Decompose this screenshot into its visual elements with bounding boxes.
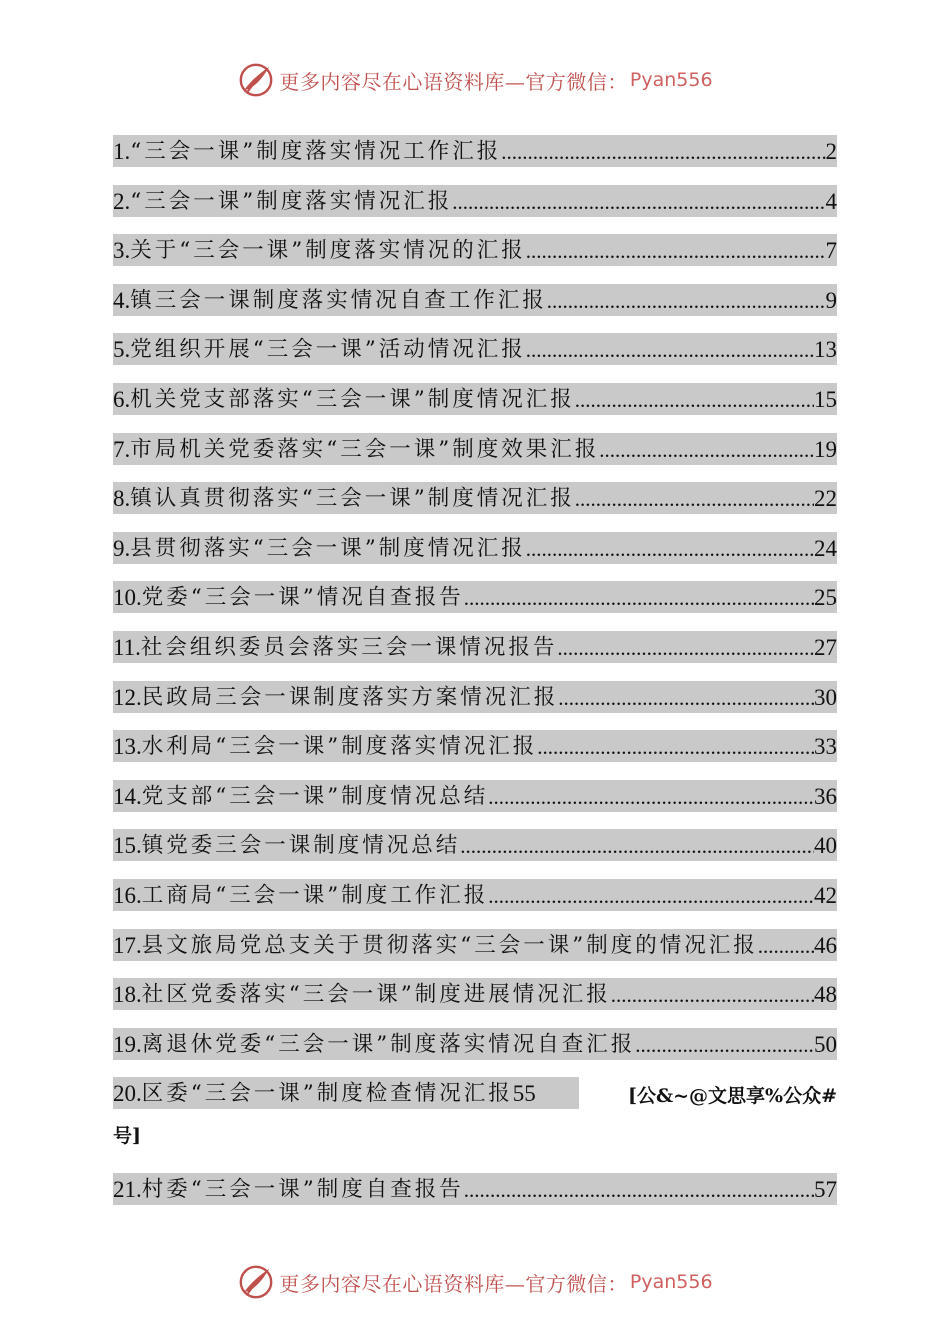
toc-entry-page: 19 — [814, 436, 837, 462]
toc-entry-title: 镇认真贯彻落实“三会一课”制度情况汇报 — [130, 486, 575, 512]
toc-entry-number: 16. — [113, 882, 142, 908]
toc-entry-page: 42 — [814, 882, 837, 908]
toc-entry-number: 11. — [113, 634, 141, 660]
toc-entry-number: 20. — [113, 1081, 142, 1107]
toc-leader-dots — [488, 881, 814, 911]
toc-leader-dots — [635, 1030, 814, 1060]
toc-entry-14[interactable] — [113, 780, 837, 812]
footer-text: 更多内容尽在心语资料库—官方微信： — [279, 1271, 628, 1296]
toc-entry-13[interactable] — [113, 730, 837, 762]
toc-entry-number: 8. — [113, 486, 131, 512]
toc-entry-19[interactable] — [113, 1028, 837, 1060]
toc-entry-title: 区委“三会一课”制度检查情况汇报 — [141, 1081, 513, 1107]
quill-pen-logo-icon — [237, 61, 275, 99]
toc-entry-title: 党支部“三会一课”制度情况总结 — [141, 783, 489, 809]
watermark-text-continued: 号] — [113, 1125, 141, 1148]
toc-entry-title: 社会组织委员会落实三会一课情况报告 — [140, 634, 558, 660]
toc-entry-title: 机关党支部落实“三会一课”制度情况汇报 — [130, 386, 575, 412]
toc-entry-number: 5. — [113, 337, 131, 363]
toc-entry-title: 党委“三会一课”情况自查报告 — [141, 585, 464, 611]
toc-entry-page: 36 — [814, 783, 837, 809]
toc-leader-dots — [526, 236, 826, 266]
toc-entry-10[interactable] — [113, 581, 837, 613]
footer-wechat-id: Pyan556 — [629, 1271, 713, 1293]
toc-entry-title: 水利局“三会一课”制度落实情况汇报 — [141, 734, 538, 760]
toc-entry-2[interactable] — [113, 185, 837, 217]
header-text: 更多内容尽在心语资料库—官方微信： — [279, 69, 628, 94]
toc-entry-6[interactable] — [113, 383, 837, 415]
toc-entry-number: 18. — [113, 982, 142, 1008]
toc-entry-page: 33 — [814, 734, 837, 760]
toc-entry-page: 30 — [814, 684, 837, 710]
toc-entry-18[interactable] — [113, 978, 837, 1010]
toc-leader-dots — [452, 187, 825, 217]
toc-entry-12[interactable] — [113, 681, 837, 713]
toc-leader-dots — [464, 583, 814, 613]
toc-entry-9[interactable] — [113, 532, 837, 564]
toc-entry-page: 24 — [814, 535, 837, 561]
toc-entry-title: 县贯彻落实“三会一课”制度情况汇报 — [130, 535, 526, 561]
toc-entry-page: 9 — [825, 287, 837, 313]
toc-entry-page: 48 — [814, 982, 837, 1008]
toc-entry-title: “三会一课”制度落实情况工作汇报 — [130, 139, 502, 164]
toc-entry-number: 13. — [113, 734, 142, 760]
toc-entry-title: 市局机关党委落实“三会一课”制度效果汇报 — [130, 436, 600, 462]
toc-entry-number: 7. — [113, 436, 131, 462]
toc-entry-number: 12. — [113, 684, 142, 710]
toc-entry-page: 2 — [825, 139, 837, 164]
toc-entry-number: 1. — [113, 139, 131, 164]
toc-entry-number: 17. — [113, 932, 142, 958]
toc-leader-dots — [526, 335, 814, 365]
toc-entry-page: 7 — [825, 238, 837, 264]
toc-entry-number: 9. — [113, 535, 131, 561]
toc-entry-number: 10. — [113, 585, 142, 611]
toc-entry-page: 25 — [814, 585, 837, 611]
table-of-contents — [113, 135, 837, 1223]
toc-leader-dots — [501, 137, 825, 167]
toc-entry-number: 15. — [113, 833, 142, 859]
toc-leader-dots — [575, 484, 814, 514]
header-banner — [0, 58, 950, 102]
toc-entry-page: 13 — [814, 337, 837, 363]
toc-leader-dots — [464, 1175, 814, 1205]
toc-entry-page: 15 — [814, 386, 837, 412]
toc-entry-title: 离退休党委“三会一课”制度落实情况自查汇报 — [141, 1031, 636, 1057]
toc-entry-title: 关于“三会一课”制度落实情况的汇报 — [130, 238, 526, 264]
quill-pen-logo-icon — [237, 1263, 275, 1301]
toc-entry-title: 县文旅局党总支关于贯彻落实“三会一课”制度的情况汇报 — [141, 932, 758, 958]
toc-leader-dots — [537, 732, 814, 762]
toc-entry-number: 4. — [113, 287, 131, 313]
toc-entry-7[interactable] — [113, 433, 837, 465]
toc-entry-page: 40 — [814, 833, 837, 859]
toc-entry-title: 民政局三会一课制度落实方案情况汇报 — [141, 684, 559, 710]
toc-entry-5[interactable] — [113, 333, 837, 365]
toc-entry-page: 50 — [814, 1031, 837, 1057]
toc-entry-page: 57 — [814, 1177, 837, 1203]
toc-entry-number: 3. — [113, 238, 131, 264]
watermark-text: [公&~@文思享%公众# — [627, 1085, 837, 1108]
toc-leader-dots — [526, 534, 814, 564]
toc-entry-17[interactable] — [113, 929, 837, 961]
toc-entry-title: 工商局“三会一课”制度工作汇报 — [141, 882, 489, 908]
toc-entry-title: 镇党委三会一课制度情况总结 — [141, 833, 461, 859]
toc-entry-15[interactable] — [113, 829, 837, 861]
header-wechat-id: Pyan556 — [629, 69, 713, 91]
toc-entry-number: 21. — [113, 1177, 142, 1203]
toc-leader-dots — [557, 633, 814, 663]
toc-entry-3[interactable] — [113, 234, 837, 266]
toc-entry-page: 27 — [814, 634, 837, 660]
toc-entry-title: 党组织开展“三会一课”活动情况汇报 — [130, 337, 526, 363]
toc-entry-page: 22 — [814, 486, 837, 512]
toc-entry-title: 村委“三会一课”制度自查报告 — [141, 1177, 464, 1203]
toc-entry-21[interactable] — [113, 1173, 837, 1205]
toc-entry-1[interactable] — [113, 135, 837, 167]
toc-leader-dots — [547, 286, 826, 316]
toc-entry-title: “三会一课”制度落实情况汇报 — [130, 188, 453, 214]
toc-entry-8[interactable] — [113, 482, 837, 514]
toc-leader-dots — [558, 683, 814, 713]
footer-banner — [0, 1260, 950, 1304]
toc-leader-dots — [599, 435, 814, 465]
toc-entry-page: 46 — [814, 932, 837, 958]
toc-entry-16[interactable] — [113, 879, 837, 911]
toc-entry-title: 镇三会一课制度落实情况自查工作汇报 — [130, 287, 547, 313]
toc-entry-number: 14. — [113, 783, 142, 809]
toc-entry-number: 19. — [113, 1031, 142, 1057]
toc-leader-dots — [460, 831, 814, 861]
toc-entry-number: 2. — [113, 188, 131, 214]
toc-entry-title: 社区党委落实“三会一课”制度进展情况汇报 — [141, 982, 611, 1008]
toc-leader-dots — [611, 980, 814, 1010]
toc-entry-11[interactable] — [113, 631, 837, 663]
toc-leader-dots — [758, 931, 814, 961]
toc-leader-dots — [488, 782, 814, 812]
toc-entry-page: 55 — [512, 1081, 536, 1107]
toc-entry-number: 6. — [113, 386, 131, 412]
toc-entry-page: 4 — [825, 188, 837, 214]
toc-entry-20[interactable] — [113, 1077, 837, 1161]
toc-leader-dots — [575, 385, 814, 415]
toc-entry-4[interactable] — [113, 284, 837, 316]
